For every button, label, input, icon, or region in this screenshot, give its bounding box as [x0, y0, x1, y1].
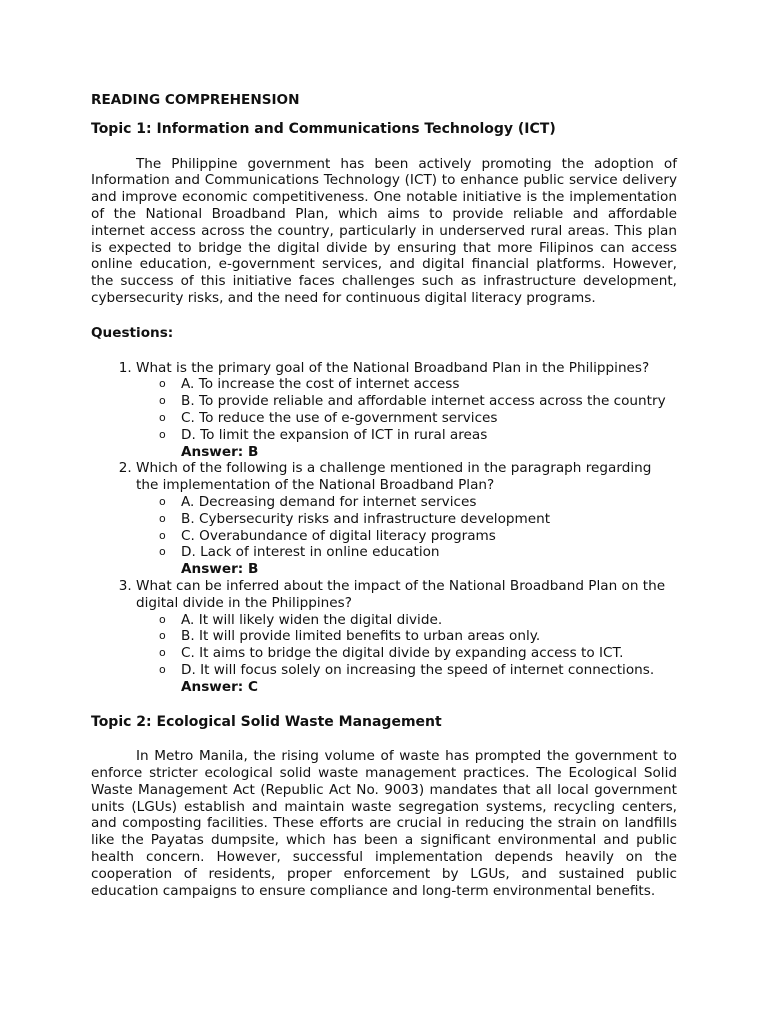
bullet-icon: o [159, 377, 166, 391]
option-text: D. It will focus solely on increasing the speed of internet connections. [181, 661, 655, 678]
bullet-icon: o [159, 410, 166, 424]
topic-2-heading: Topic 2: Ecological Solid Waste Management [91, 713, 442, 730]
option-text: A. To increase the cost of internet access [181, 376, 460, 393]
option-text: C. To reduce the use of e-government services [181, 409, 498, 426]
list-item [159, 645, 677, 662]
option-text: C. Overabundance of digital literacy programs [181, 527, 496, 544]
list-item [159, 493, 677, 511]
question-1-text: What is the primary goal of the National Broadband Plan in the Philippines? [136, 359, 650, 376]
list-item [159, 611, 677, 629]
list-item [159, 544, 677, 561]
bullet-icon: o [159, 528, 166, 542]
list-item [159, 628, 677, 645]
bullet-icon: o [159, 629, 166, 643]
bullet-icon: o [159, 511, 166, 525]
question-2-options [136, 494, 677, 561]
question-1 [136, 360, 677, 461]
document-page [91, 92, 677, 899]
list-item [159, 393, 677, 410]
question-3-answer: Answer: C [181, 678, 258, 695]
bullet-icon: o [159, 662, 166, 676]
list-item [159, 527, 677, 545]
bullet-icon: o [159, 427, 166, 441]
topic-1-paragraph: The Philippine government has been actively promoting the adoption of Information and Communications Technology (ICT) to enhance public service delivery and improve economic competitiveness. One notable initiative is the implementation of the National Broadband Plan, which aims to provide reliable and affordable internet access across the country, particularly in underserved rural areas. This plan is expected to bridge the digital divide by ensuring that more Filipinos can access online education, e-government services, and digital financial platforms. However, the success of this initiative faces challenges such as infrastructure development, cybersecurity risks, and the need for continuous digital literacy programs. [91, 155, 677, 306]
question-1-answer: Answer: B [181, 443, 259, 460]
question-2-answer: Answer: B [181, 561, 259, 578]
list-item [159, 661, 677, 679]
option-text: D. To limit the expansion of ICT in rural areas [181, 426, 488, 443]
question-3 [136, 578, 677, 696]
option-text: B. It will provide limited benefits to urban areas only. [181, 628, 541, 645]
option-text: C. It aims to bridge the digital divide by expanding access to ICT. [181, 645, 624, 662]
bullet-icon: o [159, 545, 166, 559]
question-3-text: What can be inferred about the impact of the National Broadband Plan on the digital divide in the Philippines? [136, 577, 666, 611]
list-item [159, 376, 677, 393]
bullet-icon: o [159, 494, 166, 508]
topic-1-heading: Topic 1: Information and Communications Technology (ICT) [91, 120, 556, 137]
list-item [159, 510, 677, 528]
question-list [91, 360, 677, 696]
option-text: B. To provide reliable and affordable internet access across the country [181, 393, 666, 410]
option-text: D. Lack of interest in online education [181, 544, 440, 561]
question-1-options [136, 376, 677, 443]
topic-2-paragraph: In Metro Manila, the rising volume of waste has prompted the government to enforce stricter ecological solid waste management practices. The Ecological Solid Waste Management Act (Republic Act No. 9003) mandates that all local government units (LGUs) establish and maintain waste segregation systems, recycling centers, and composting facilities. These efforts are crucial in reducing the strain on landfills like the Payatas dumpsite, which has been a significant environmental and public health concern. However, successful implementation depends heavily on the cooperation of residents, proper enforcement by LGUs, and sustained public education campaigns to ensure compliance and long-term environmental benefits. [91, 748, 677, 899]
question-2-text: Which of the following is a challenge mentioned in the paragraph regarding the implementation of the National Broadband Plan? [136, 460, 652, 494]
option-text: A. It will likely widen the digital divide. [181, 611, 443, 628]
document-title: READING COMPREHENSION [91, 92, 300, 108]
list-item [159, 426, 677, 444]
bullet-icon: o [159, 612, 166, 626]
option-text: A. Decreasing demand for internet services [181, 493, 477, 510]
questions-heading: Questions: [91, 324, 174, 341]
question-2 [136, 460, 677, 578]
question-3-options [136, 612, 677, 679]
list-item [159, 409, 677, 427]
bullet-icon: o [159, 394, 166, 408]
bullet-icon: o [159, 646, 166, 660]
option-text: B. Cybersecurity risks and infrastructure development [181, 510, 551, 527]
